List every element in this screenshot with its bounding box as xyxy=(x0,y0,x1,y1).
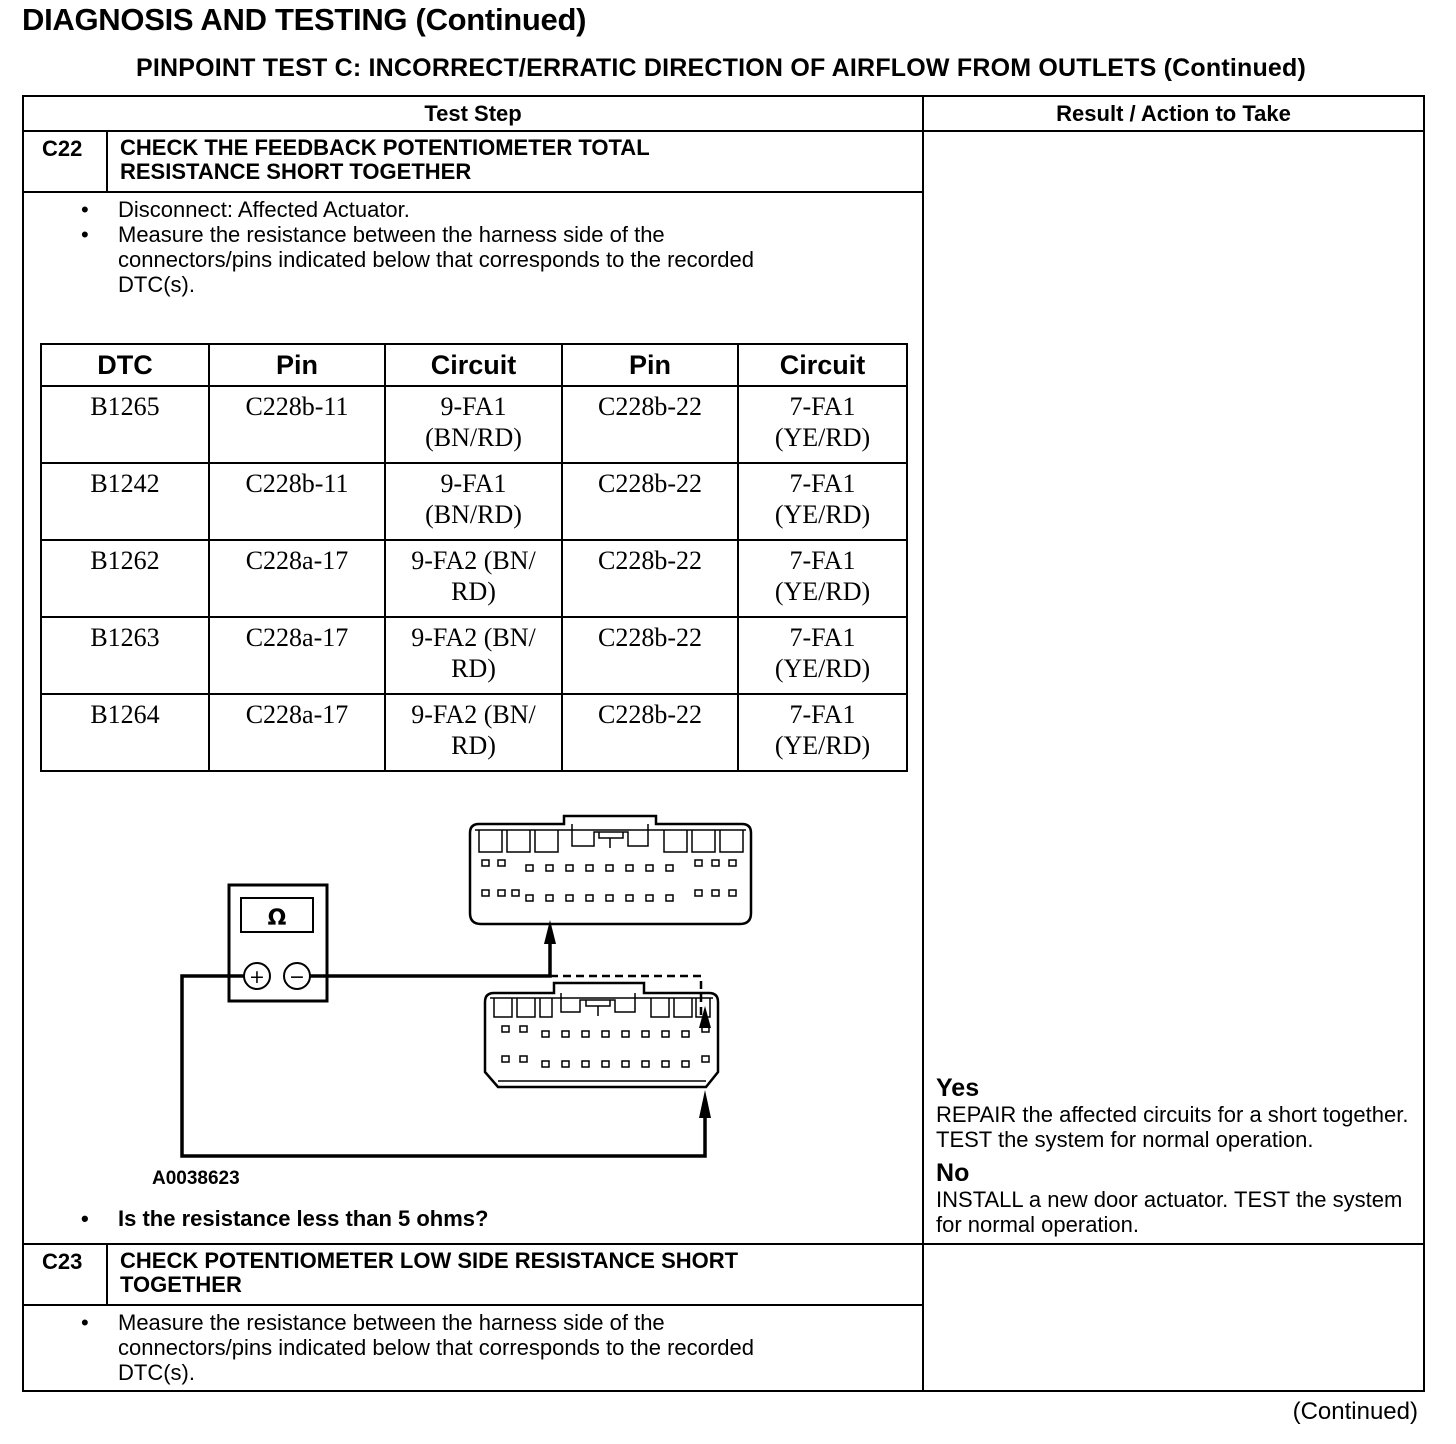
pin-cell: C228b-22 xyxy=(562,540,738,617)
circuit-cell: 9-FA1 (BN/RD) xyxy=(385,463,562,540)
step-title-line: CHECK POTENTIOMETER LOW SIDE RESISTANCE SHORT xyxy=(120,1248,739,1273)
step-id-c22: C22 xyxy=(23,131,107,192)
circuit-header: Circuit xyxy=(385,344,562,386)
table-row xyxy=(41,617,907,694)
pin-cell: C228a-17 xyxy=(209,694,385,771)
pin-cell: C228b-11 xyxy=(209,386,385,463)
test-question: • Is the resistance less than 5 ohms? xyxy=(118,1206,922,1231)
test-step-header: Test Step xyxy=(23,96,923,131)
dtc-cell: B1265 xyxy=(41,386,209,463)
step-title-c23 xyxy=(107,1244,923,1305)
circuit-cell: 7-FA1 (YE/RD) xyxy=(738,694,907,771)
question-list xyxy=(24,1206,922,1231)
circuit-header: Circuit xyxy=(738,344,907,386)
instruction-list xyxy=(24,197,778,297)
circuit-cell: 9-FA2 (BN/ RD) xyxy=(385,694,562,771)
dtc-cell: B1242 xyxy=(41,463,209,540)
result-action-header: Result / Action to Take xyxy=(923,96,1424,131)
pinpoint-test-table xyxy=(22,95,1425,1392)
circuit-cell: 7-FA1 (YE/RD) xyxy=(738,540,907,617)
yes-label: Yes xyxy=(936,1074,980,1102)
step-title-line: TOGETHER xyxy=(120,1272,242,1297)
upper-connector-pins xyxy=(482,860,736,901)
pin-header: Pin xyxy=(562,344,738,386)
ohmmeter xyxy=(229,885,327,1001)
step-title-c22 xyxy=(107,131,923,192)
result-cell-c23 xyxy=(923,1244,1424,1391)
table-row xyxy=(41,386,907,463)
instruction-item: • Measure the resistance between the harness side of the connectors/pins indicated below that corresponds to the recorded DTC(s). xyxy=(118,222,778,297)
pin-cell: C228b-22 xyxy=(562,386,738,463)
instruction-item: • Measure the resistance between the harness side of the connectors/pins indicated below that corresponds to the recorded DTC(s). xyxy=(118,1310,778,1385)
instruction-list xyxy=(24,1310,778,1385)
continued-footer: (Continued) xyxy=(1292,1398,1418,1425)
pin-cell: C228b-22 xyxy=(562,617,738,694)
circuit-cell: 7-FA1 (YE/RD) xyxy=(738,463,907,540)
circuit-cell: 7-FA1 (YE/RD) xyxy=(738,386,907,463)
circuit-cell: 9-FA1 (BN/RD) xyxy=(385,386,562,463)
result-cell-c22 xyxy=(923,131,1424,1244)
minus-terminal: − xyxy=(289,966,305,988)
dtc-header: DTC xyxy=(41,344,209,386)
pin-cell: C228a-17 xyxy=(209,540,385,617)
no-action: INSTALL a new door actuator. TEST the system for normal operation. xyxy=(936,1187,1403,1237)
step-id-c23: C23 xyxy=(23,1244,107,1305)
table-row xyxy=(41,694,907,771)
dtc-pin-table xyxy=(40,343,908,772)
wiring-diagram xyxy=(24,772,920,1194)
pin-cell: C228a-17 xyxy=(209,617,385,694)
ohm-symbol: Ω xyxy=(267,906,287,931)
step-body-c22 xyxy=(23,192,923,1244)
yes-action: REPAIR the affected circuits for a short together. TEST the system for normal operation. xyxy=(936,1102,1409,1152)
step-title-line: RESISTANCE SHORT TOGETHER xyxy=(120,159,472,184)
figure-id: A0038623 xyxy=(152,1168,240,1189)
pin-cell: C228b-22 xyxy=(562,694,738,771)
pin-header: Pin xyxy=(209,344,385,386)
table-row xyxy=(41,540,907,617)
dtc-cell: B1263 xyxy=(41,617,209,694)
pinpoint-heading: PINPOINT TEST C: INCORRECT/ERRATIC DIRECTION OF AIRFLOW FROM OUTLETS (Continued) xyxy=(135,54,1307,82)
table-row xyxy=(41,463,907,540)
result-block-c22 xyxy=(936,1075,1413,1237)
probe-arrows xyxy=(544,920,711,1118)
circuit-cell: 9-FA2 (BN/ RD) xyxy=(385,617,562,694)
pin-cell: C228b-22 xyxy=(562,463,738,540)
step-body-c23 xyxy=(23,1305,923,1391)
circuit-cell: 9-FA2 (BN/ RD) xyxy=(385,540,562,617)
step-title-line: CHECK THE FEEDBACK POTENTIOMETER TOTAL xyxy=(120,135,650,160)
pin-cell: C228b-11 xyxy=(209,463,385,540)
instruction-item: • Disconnect: Affected Actuator. xyxy=(118,197,778,222)
page-heading: DIAGNOSIS AND TESTING (Continued) xyxy=(22,2,587,37)
no-label: No xyxy=(936,1159,970,1187)
upper-connector xyxy=(470,816,751,924)
lower-connector-pins xyxy=(502,1026,709,1067)
circuit-cell: 7-FA1 (YE/RD) xyxy=(738,617,907,694)
dtc-cell: B1262 xyxy=(41,540,209,617)
plus-terminal: + xyxy=(249,966,265,988)
dtc-cell: B1264 xyxy=(41,694,209,771)
